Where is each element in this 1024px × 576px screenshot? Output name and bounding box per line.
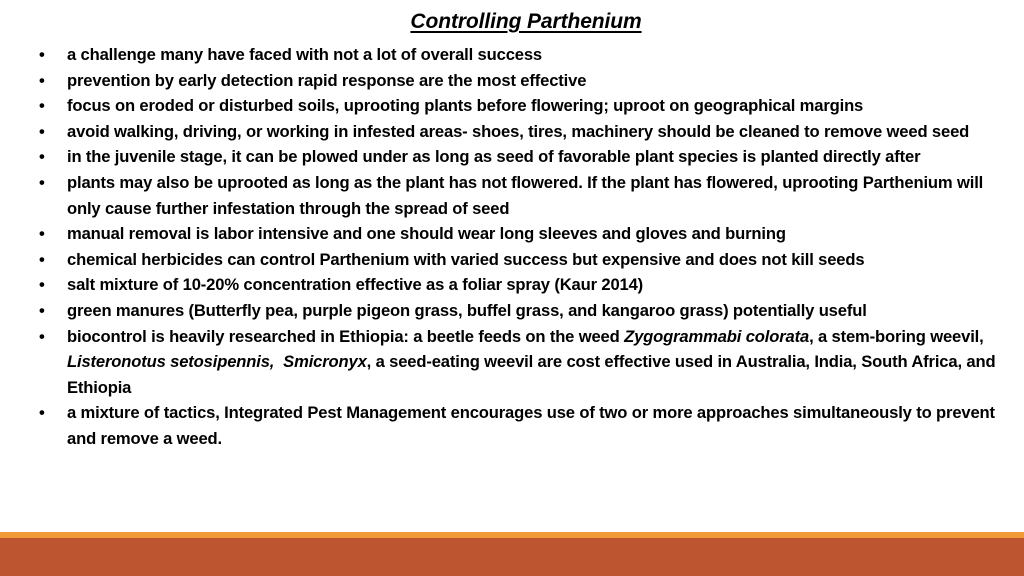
bullet-dot-icon: • (39, 147, 45, 167)
bullet-item (39, 68, 1004, 94)
bullet-text: chemical herbicides can control Parthenium with varied success but expensive and does not kill seeds (67, 249, 865, 269)
bullet-text: in the juvenile stage, it can be plowed under as long as seed of favorable plant species is planted directly after (67, 147, 921, 167)
bullet-text: a mixture of tactics, Integrated Pest Management encourages use of two or more approaches simultaneously to prevent and remove a weed. (67, 403, 995, 448)
bullet-text: prevention by early detection rapid response are the most effective (67, 70, 587, 90)
slide-title: Controlling Parthenium (410, 10, 642, 33)
bullet-dot-icon: • (39, 275, 45, 295)
bullet-item (39, 119, 1004, 145)
bullet-text-part: , a seed-eating weevil are cost effective used in Australia, India, South Africa, and Ethiopia (67, 352, 996, 397)
bullet-dot-icon: • (39, 249, 45, 269)
bullet-dot-icon: • (39, 121, 45, 141)
bullet-text: avoid walking, driving, or working in infested areas- shoes, tires, machinery should be cleaned to remove weed seed (67, 121, 970, 141)
bullet-dot-icon: • (39, 326, 45, 346)
bullet-dot-icon: • (39, 172, 45, 192)
footer-bar (0, 538, 1024, 576)
bullet-item (39, 221, 1004, 247)
bullet-dot-icon: • (39, 403, 45, 423)
species-name: Listeronotus setosipennis, (67, 352, 275, 372)
bullet-dot-icon: • (39, 96, 45, 116)
bullet-text-part: , a stem-boring weevil, (809, 326, 984, 346)
bullet-item (39, 272, 1004, 298)
species-name: Smicronyx (283, 352, 367, 372)
bullet-list (39, 42, 1004, 452)
bullet-text: focus on eroded or disturbed soils, uprooting plants before flowering; uproot on geographical margins (67, 96, 864, 116)
bullet-text-part: biocontrol is heavily researched in Ethiopia: a beetle feeds on the weed (67, 326, 625, 346)
bullet-dot-icon: • (39, 300, 45, 320)
bullet-item (39, 247, 1004, 273)
bullet-item (39, 93, 1004, 119)
bullet-text: a challenge many have faced with not a lot of overall success (67, 45, 543, 64)
bullet-item (39, 144, 1004, 170)
bullet-dot-icon: • (39, 45, 45, 64)
bullet-text: plants may also be uprooted as long as the plant has not flowered. If the plant has flowered, uprooting Parthenium will only cause further infestation through the spread of seed (67, 172, 984, 218)
species-name: Zygogrammabi colorata (624, 326, 810, 346)
bullet-text: salt mixture of 10-20% concentration effective as a foliar spray (Kaur 2014) (67, 275, 644, 295)
bullet-text (67, 327, 995, 397)
bullet-dot-icon: • (39, 70, 45, 90)
bullet-item (39, 400, 1004, 451)
bullet-item (39, 42, 1004, 68)
bullet-dot-icon: • (39, 224, 45, 244)
bullet-text: manual removal is labor intensive and one should wear long sleeves and gloves and burning (67, 224, 786, 244)
bullet-item (39, 170, 1004, 221)
bullet-text-part (274, 352, 283, 371)
bullet-item (39, 298, 1004, 324)
bullet-text: green manures (Butterfly pea, purple pigeon grass, buffel grass, and kangaroo grass) potentially useful (67, 300, 867, 320)
bullet-item (39, 324, 1004, 401)
